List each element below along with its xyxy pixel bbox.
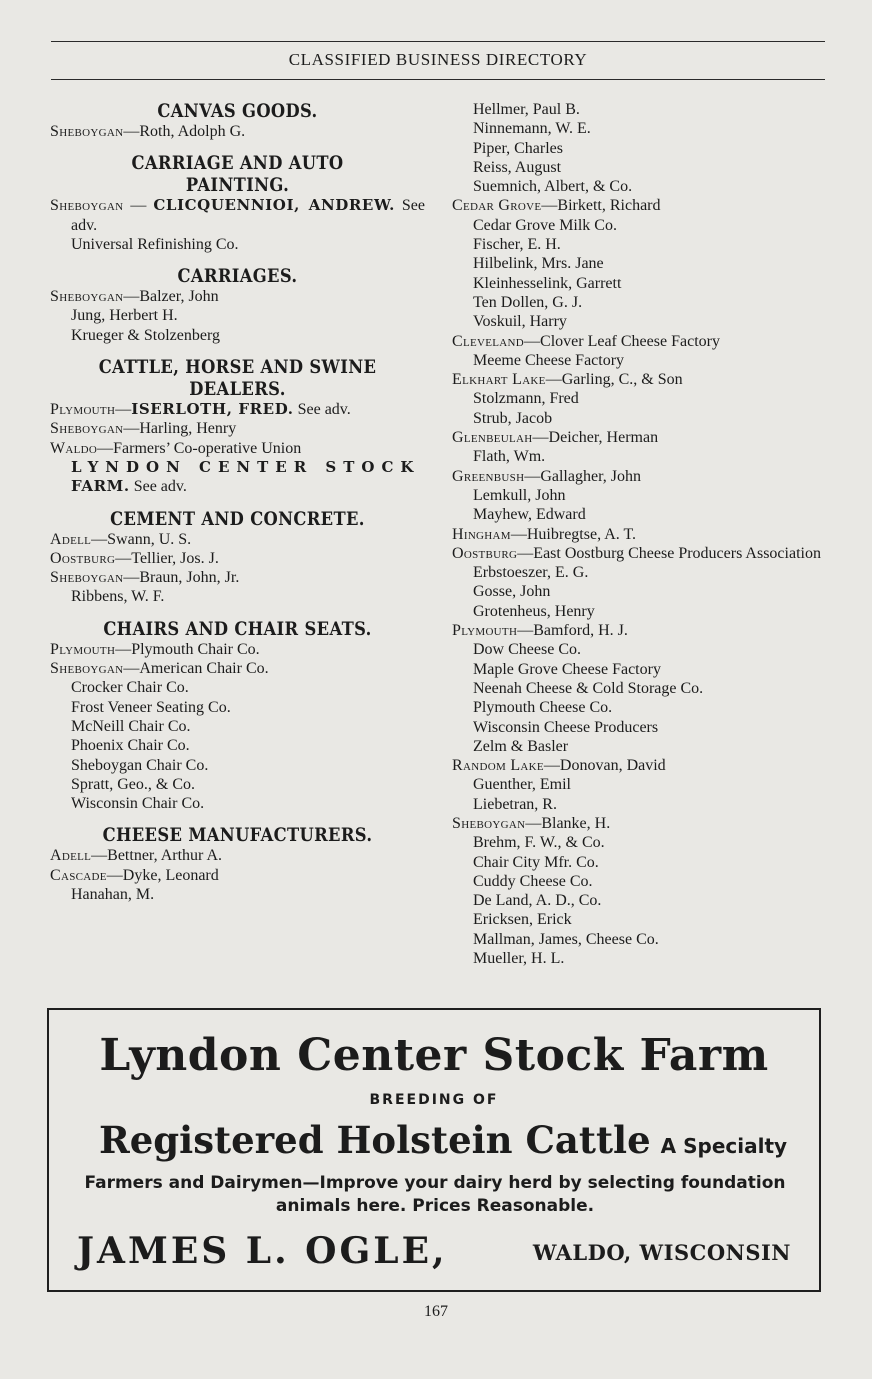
town-name: Plymouth bbox=[50, 401, 116, 419]
ad-registered: Registered Holstein Cattle bbox=[99, 1118, 651, 1162]
directory-subentry: Crocker Chair Co. bbox=[71, 679, 189, 697]
directory-subentry: Suemnich, Albert, & Co. bbox=[473, 178, 633, 196]
directory-entry bbox=[50, 400, 425, 419]
directory-subentry: Erbstoeszer, E. G. bbox=[473, 564, 589, 582]
directory-subentry: Krueger & Stolzenberg bbox=[71, 326, 220, 344]
town-name: Cascade bbox=[50, 866, 107, 884]
entry-bold-name: FARM. bbox=[71, 477, 130, 496]
section-heading: CARRIAGE AND AUTO bbox=[131, 152, 344, 175]
entry-text: —American Chair Co. bbox=[123, 660, 269, 678]
entry-text: —Garling, C., & Son bbox=[545, 371, 683, 389]
town-name: Random Lake bbox=[452, 757, 544, 775]
directory-entry bbox=[452, 621, 830, 640]
directory-subentry: Ericksen, Erick bbox=[473, 911, 572, 929]
directory-subentry: Stolzmann, Fred bbox=[473, 390, 579, 408]
section-heading: CATTLE, HORSE AND SWINE bbox=[98, 356, 377, 379]
directory-entry bbox=[452, 525, 830, 544]
entry-note: See adv. bbox=[293, 401, 351, 419]
ad-place: WALDO, WISCONSIN bbox=[532, 1240, 791, 1265]
section-heading: PAINTING. bbox=[185, 174, 290, 197]
directory-subentry: Reiss, August bbox=[473, 158, 562, 176]
directory-entry bbox=[50, 196, 425, 235]
directory-subentry: Dow Cheese Co. bbox=[473, 641, 581, 659]
directory-subentry: Ninnemann, W. E. bbox=[473, 120, 591, 138]
section-heading: DEALERS. bbox=[189, 378, 286, 401]
directory-subentry: Ribbens, W. F. bbox=[71, 588, 165, 606]
entry-text: —Roth, Adolph G. bbox=[123, 123, 246, 140]
directory-subentry: Kleinhesselink, Garrett bbox=[473, 274, 622, 292]
entry-text: —Birkett, Richard bbox=[541, 197, 661, 215]
section-heading: CHEESE MANUFACTURERS. bbox=[102, 824, 373, 847]
section-heading: CHAIRS AND CHAIR SEATS. bbox=[103, 617, 372, 640]
directory-subentry: Cuddy Cheese Co. bbox=[473, 872, 593, 890]
directory-entry bbox=[452, 814, 830, 833]
left-column bbox=[50, 100, 425, 904]
town-name: Sheboygan bbox=[452, 814, 526, 832]
directory-entry bbox=[50, 866, 425, 885]
town-name: Plymouth bbox=[452, 622, 518, 640]
running-head: CLASSIFIED BUSINESS DIRECTORY bbox=[288, 50, 588, 69]
town-name: Oostburg bbox=[452, 544, 518, 562]
directory-subentry bbox=[50, 477, 425, 496]
directory-subentry: Meeme Cheese Factory bbox=[473, 351, 625, 369]
entry-text: —Clover Leaf Cheese Factory bbox=[524, 332, 720, 350]
directory-subentry: Chair City Mfr. Co. bbox=[473, 853, 599, 871]
town-name: Cedar Grove bbox=[452, 197, 542, 215]
directory-entry bbox=[50, 439, 425, 458]
entry-note: See adv. bbox=[129, 478, 187, 496]
directory-subentry: Flath, Wm. bbox=[473, 448, 546, 466]
entry-text: —East Oostburg Cheese Producers Association bbox=[517, 544, 821, 562]
directory-entry bbox=[452, 428, 830, 447]
section-heading: CANVAS GOODS. bbox=[157, 100, 318, 122]
directory-subentry: Zelm & Basler bbox=[473, 737, 569, 755]
entry-bold-name: ISERLOTH, FRED. bbox=[131, 400, 294, 419]
head-rule bbox=[51, 79, 825, 80]
town-name: Elkhart Lake bbox=[452, 371, 546, 389]
entry-text: —Bettner, Arthur A. bbox=[91, 847, 223, 865]
entry-text: — bbox=[115, 401, 132, 419]
entry-text: —Tellier, Jos. J. bbox=[115, 549, 219, 567]
directory-subentry: Sheboygan Chair Co. bbox=[71, 756, 209, 774]
directory-subentry: Piper, Charles bbox=[473, 139, 564, 157]
entry-text: —Bamford, H. J. bbox=[517, 622, 628, 640]
directory-subentry: Mallman, James, Cheese Co. bbox=[473, 930, 659, 948]
directory-subentry: Liebetran, R. bbox=[473, 795, 557, 813]
town-name: Glenbeulah bbox=[452, 429, 533, 447]
right-column bbox=[452, 100, 830, 968]
directory-subentry: Frost Veneer Seating Co. bbox=[71, 698, 231, 716]
directory-subentry: Hanahan, M. bbox=[71, 886, 155, 904]
town-name: Greenbush bbox=[452, 467, 525, 485]
directory-entry bbox=[452, 370, 830, 389]
ad-specialty: A Specialty bbox=[660, 1134, 788, 1158]
entry-text: —Plymouth Chair Co. bbox=[115, 640, 260, 658]
directory-entry bbox=[50, 568, 425, 587]
directory-subentry: Lemkull, John bbox=[473, 486, 566, 504]
directory-entry bbox=[50, 419, 425, 438]
directory-subentry: Guenther, Emil bbox=[473, 776, 571, 794]
directory-subentry: Spratt, Geo., & Co. bbox=[71, 775, 195, 793]
town-name: Waldo bbox=[50, 439, 98, 457]
directory-subentry: Phoenix Chair Co. bbox=[71, 737, 190, 755]
ad-title: Lyndon Center Stock Farm bbox=[99, 1030, 769, 1081]
directory-entry bbox=[50, 549, 425, 568]
town-name: Hingham bbox=[452, 525, 511, 543]
directory-entry bbox=[452, 467, 830, 486]
town-name: Adell bbox=[50, 847, 92, 865]
entry-text: —Farmers’ Co-operative Union bbox=[97, 439, 302, 457]
entry-text: —Braun, John, Jr. bbox=[123, 569, 240, 587]
directory-subentry: Mueller, H. L. bbox=[473, 950, 565, 968]
entry-text: —Blanke, H. bbox=[525, 814, 611, 832]
directory-entry bbox=[452, 196, 830, 215]
ad-breeding-of: BREEDING OF bbox=[369, 1092, 499, 1108]
directory-entry bbox=[50, 530, 425, 549]
entry-text: —Donovan, David bbox=[543, 757, 666, 775]
ad-registered-line bbox=[99, 1118, 787, 1162]
directory-subentry: Plymouth Cheese Co. bbox=[473, 699, 613, 717]
directory-bold-line: LYNDON CENTER STOCK bbox=[71, 457, 421, 476]
directory-entry bbox=[452, 332, 830, 351]
directory-entry bbox=[452, 756, 830, 775]
directory-entry bbox=[50, 122, 425, 141]
directory-subentry: Maple Grove Cheese Factory bbox=[473, 660, 661, 678]
directory-subentry: Jung, Herbert H. bbox=[71, 307, 178, 325]
directory-subentry: Hilbelink, Mrs. Jane bbox=[473, 255, 604, 273]
directory-subentry: Universal Refinishing Co. bbox=[71, 235, 239, 253]
directory-subentry: Strub, Jacob bbox=[473, 409, 553, 427]
directory-subentry: Wisconsin Cheese Producers bbox=[473, 718, 659, 736]
directory-subentry: Neenah Cheese & Cold Storage Co. bbox=[473, 679, 704, 697]
directory-subentry: Cedar Grove Milk Co. bbox=[473, 216, 617, 234]
town-name: Adell bbox=[50, 530, 92, 548]
town-name: Sheboygan bbox=[50, 123, 124, 140]
advertisement-box bbox=[47, 1008, 821, 1292]
town-name: Sheboygan bbox=[50, 660, 124, 678]
entry-text: —Deicher, Herman bbox=[532, 429, 659, 447]
entry-text: —Swann, U. S. bbox=[91, 530, 192, 548]
entry-text: —Huibregtse, A. T. bbox=[510, 525, 637, 543]
directory-subentry: Gosse, John bbox=[473, 583, 551, 601]
directory-subentry: Ten Dollen, G. J. bbox=[473, 293, 583, 311]
top-rule bbox=[51, 41, 825, 42]
directory-subentry: McNeill Chair Co. bbox=[71, 717, 191, 735]
town-name: Sheboygan bbox=[50, 288, 124, 306]
directory-entry bbox=[50, 846, 425, 865]
town-name: Oostburg bbox=[50, 549, 116, 567]
directory-subentry: Fischer, E. H. bbox=[473, 236, 561, 254]
entry-text: —Gallagher, John bbox=[524, 467, 641, 485]
section-heading: CEMENT AND CONCRETE. bbox=[110, 507, 365, 530]
directory-subentry: Voskuil, Harry bbox=[473, 313, 567, 331]
directory-subentry: Grotenheus, Henry bbox=[473, 602, 595, 620]
entry-text: —Dyke, Leonard bbox=[106, 866, 219, 884]
entry-text: —Balzer, John bbox=[123, 288, 219, 306]
directory-entry bbox=[50, 287, 425, 306]
directory-subentry: Wisconsin Chair Co. bbox=[71, 795, 205, 813]
page-number: 167 bbox=[424, 1303, 448, 1320]
town-name: Sheboygan bbox=[50, 420, 124, 438]
town-name: Cleveland bbox=[452, 332, 525, 350]
section-heading: CARRIAGES. bbox=[177, 265, 298, 288]
entry-note: See adv. bbox=[71, 197, 426, 234]
town-name: Plymouth bbox=[50, 640, 116, 658]
directory-entry bbox=[50, 659, 425, 678]
directory-entry bbox=[50, 640, 425, 659]
entry-text: — bbox=[123, 197, 154, 215]
directory-entry bbox=[452, 544, 830, 563]
ad-owner: JAMES L. OGLE, bbox=[77, 1230, 448, 1272]
entry-text: —Harling, Henry bbox=[123, 420, 237, 438]
directory-subentry: Brehm, F. W., & Co. bbox=[473, 834, 605, 852]
directory-subentry: Mayhew, Edward bbox=[473, 506, 586, 524]
entry-bold-name: CLICQUENNIOI, ANDREW. bbox=[153, 196, 395, 215]
ad-copy: Farmers and Dairymen—Improve your dairy herd by selecting foundation animals here. Prices Reasonable. bbox=[84, 1173, 786, 1216]
town-name: Sheboygan bbox=[50, 197, 124, 215]
town-name: Sheboygan bbox=[50, 569, 124, 587]
directory-subentry: De Land, A. D., Co. bbox=[473, 892, 602, 910]
directory-subentry: Hellmer, Paul B. bbox=[473, 101, 580, 118]
